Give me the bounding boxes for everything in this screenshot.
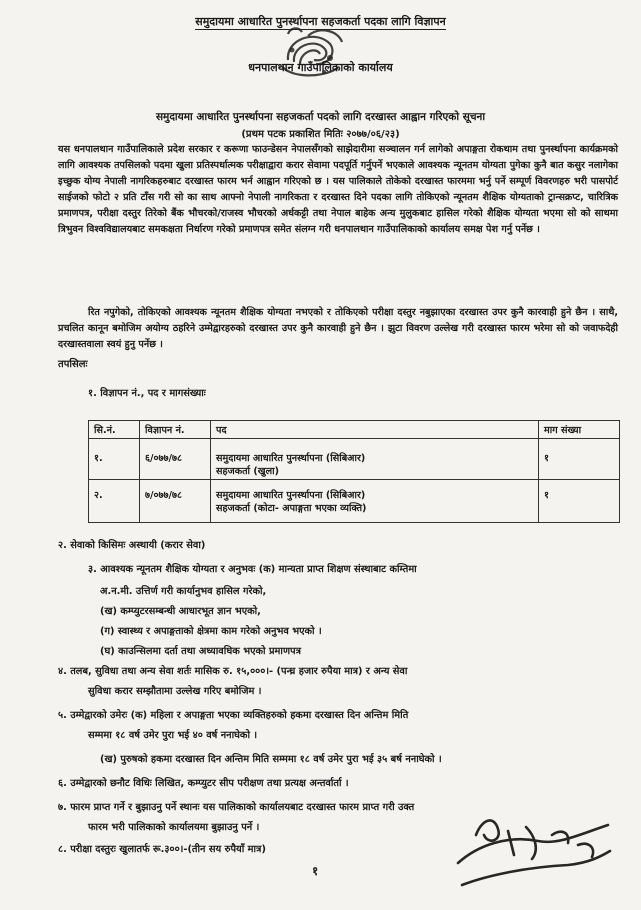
col-adv-no: विज्ञापन नं.: [140, 421, 211, 439]
item-8: ८. परीक्षा दस्तुरः खुलातर्फ रू.३००।-(तीन सय रुपैयाँ मात्र): [58, 844, 266, 855]
row-sn: २.: [89, 480, 140, 523]
item-2: २. सेवाको किसिमः अस्थायी (करार सेवा): [58, 540, 206, 551]
item-7-line-2: फारम भरी पालिकाको कार्यालयमा बुझाउनु पर्ने ।: [88, 822, 260, 833]
row-post: [211, 480, 539, 523]
item-1: १. विज्ञापन नं., पद र मागसंख्याः: [88, 388, 206, 399]
post-line-1: समुदायमा आधारित पुनर्स्थापना (सिबिआर): [216, 490, 366, 501]
item-3-line-1: ३. आवश्यक न्यूनतम शैक्षिक योग्यता र अनुभवः (क) मान्यता प्राप्त शिक्षण संस्थाबाट कम्तिमा: [88, 564, 417, 575]
vacancy-table: [88, 420, 620, 523]
item-5-line-2: सम्ममा १८ वर्ष उमेर पुरा भई ४० वर्ष ननाघेको ।: [88, 730, 258, 741]
publication-date: (प्रथम पटक प्रकाशित मितिः २०७७/०६/२३): [241, 129, 400, 140]
col-sn: सि.नं.: [89, 421, 140, 439]
item-3-line-2: अ.न.मी. उत्तिर्ण गरी कार्यानुभव हासिल गरेको,: [100, 586, 267, 597]
signature-stamp: [448, 805, 618, 905]
row-adv-no: ६/०७७/७८: [140, 439, 211, 480]
post-line-1: समुदायमा आधारित पुनर्स्थापना (सिबिआर): [216, 453, 366, 464]
row-post: [211, 439, 539, 480]
item-5-line-3: (ख) पुरुषको हकमा दरखास्त दिन अन्तिम मिति सम्ममा १८ वर्ष उमेर पुरा भई ३५ बर्ष ननाघेको ।: [100, 754, 442, 765]
item-4-line-2: सुविधा करार सम्झौतामा उल्लेख गरिए बमोजिम ।: [88, 686, 262, 697]
item-3-line-3: (ख) कम्प्युटरसम्बन्धी आधारभूत ज्ञान भएको,: [100, 606, 261, 617]
row-sn: १.: [89, 439, 140, 480]
notice-paragraph-1: यस धनपालथान गाउँपालिकाले प्रदेश सरकार र करूणा फाउन्डेसन नेपालसँगको साझेदारीमा सञ्चालन गर्न लागेको अपाङ्गता रोकथाम तथा पुनर्स्थापना कार्यक्रमको लागि आवश्यक तपसिलको पदमा खुला प्रतिस्पर्धात्मक परीक्षाद्वारा करार सेवामा पदपूर्ति गर्नुपर्ने भएकाले आवश्यक न्यूनतम योग्यता पुगेका कुनै बात कसुर नलागेका इच्छुक योग्य नेपाली नागरिकहरुबाट दरखास्त फारम भर्न आह्वान गरिएको छ । यस पालिकाले तोकेको दरखास्त फारममा भर्नु पर्ने सम्पूर्ण विवरणहरु भरी पासपोर्ट साईजको फोटो २ प्रति टाँस गरी सो का साथ आफ्नो नेपाली नागरिकता र दरखास्त दिने पदका लागि तोकिएको न्यूनतम शैक्षिक योग्यताको ट्रान्सक्रप्ट, चारित्रिक प्रमाणपत्र, परीक्षा दस्तुर तिरेको बैंक भौचरको/राजस्व भौचरको अर्धकट्टी तथा नेपाल बाहेक अन्य मुलुकबाट हासिल गरेको शैक्षिक योग्यता भएमा सो को साथमा त्रिभुवन विश्वविद्यालयबाट समकक्षता निर्धारण गरेको प्रमाणपत्र समेत संलग्न गरी धनपालथान गाउँपालिकाको कार्यालय समक्ष पेश गर्नु पर्नेछ ।: [58, 144, 618, 235]
col-count: माग संख्या: [539, 421, 620, 439]
post-line-2: सहजकर्ता (खुला): [216, 466, 279, 477]
table-row: [89, 439, 620, 480]
schedule-heading: तपसिलः: [58, 359, 88, 370]
notice-paragraph-2: रित नपुगेको, तोकिएको आवश्यक न्यूनतम शैक्षिक योग्यता नभएको र तोकिएको परीक्षा दस्तुर नबुझाएका दरखास्त उपर कुनै कारवाही हुने छैन । साथै, प्रचलित कानून बमोजिम अयोग्य ठहरिने उम्मेद्वारहरुको दरखास्त उपर कुनै कारवाही हुने छैन । झुटा विवरण उल्लेख गरी दरखास्त फारम भरेमा सो को जवाफदेही दरखास्तवाला स्वयं हुनु पर्नेछ ।: [58, 307, 618, 350]
row-adv-no: ७/०७७/७८: [140, 480, 211, 523]
office-name: धनपालथान गाउँपालिकाको कार्यालय: [248, 61, 393, 74]
item-5-line-1: ५. उम्मेद्वारको उमेरः (क) महिला र अपाङ्गता भएका व्यक्तिहरुको हकमा दरखास्त दिन अन्तिम मिति: [58, 710, 409, 721]
table-header-row: [89, 421, 620, 439]
municipality-logo-watermark: [268, 20, 356, 90]
post-line-2: सहजकर्ता (कोटा- अपाङ्गता भएका व्यक्ति): [216, 503, 367, 514]
item-7-line-1: ७. फारम प्राप्त गर्ने र बुझाउनु पर्ने स्थानः यस पालिकाको कार्यालयबाट दरखास्त फारम प्राप्त गरी उक्त: [58, 802, 415, 813]
page-number: १: [312, 864, 319, 878]
row-count: १: [539, 480, 620, 523]
table-row: [89, 480, 620, 523]
item-3-line-4: (ग) स्वास्थ्य र अपाङ्गताको क्षेत्रमा काम गरेको अनुभव भएको ।: [100, 626, 322, 637]
notice-title: समुदायमा आधारित पुनर्स्थापना सहजकर्ता पदको लागि दरखास्त आह्वान गरिएको सूचना: [155, 111, 486, 123]
row-count: १: [539, 439, 620, 480]
advertisement-title: समुदायमा आधारित पुनर्स्थापना सहजकर्ता पदका लागि विज्ञापन: [195, 15, 446, 28]
item-6: ६. उम्मेद्वारको छनौट विधिः लिखित, कम्प्युटर सीप परीक्षण तथा प्रत्यक्ष अन्तर्वार्ता ।: [58, 778, 349, 789]
item-3-line-5: (घ) काउन्सिलमा दर्ता तथा अध्यावधिक भएको प्रमाणपत्र: [100, 646, 302, 657]
item-4-line-1: ४. तलब, सुविधा तथा अन्य सेवा शर्तः मासिक रु. १५,०००।- (पन्ध्र हजार रुपैया मात्र) र अन्य सेवा: [58, 666, 408, 677]
col-post: पद: [211, 421, 539, 439]
